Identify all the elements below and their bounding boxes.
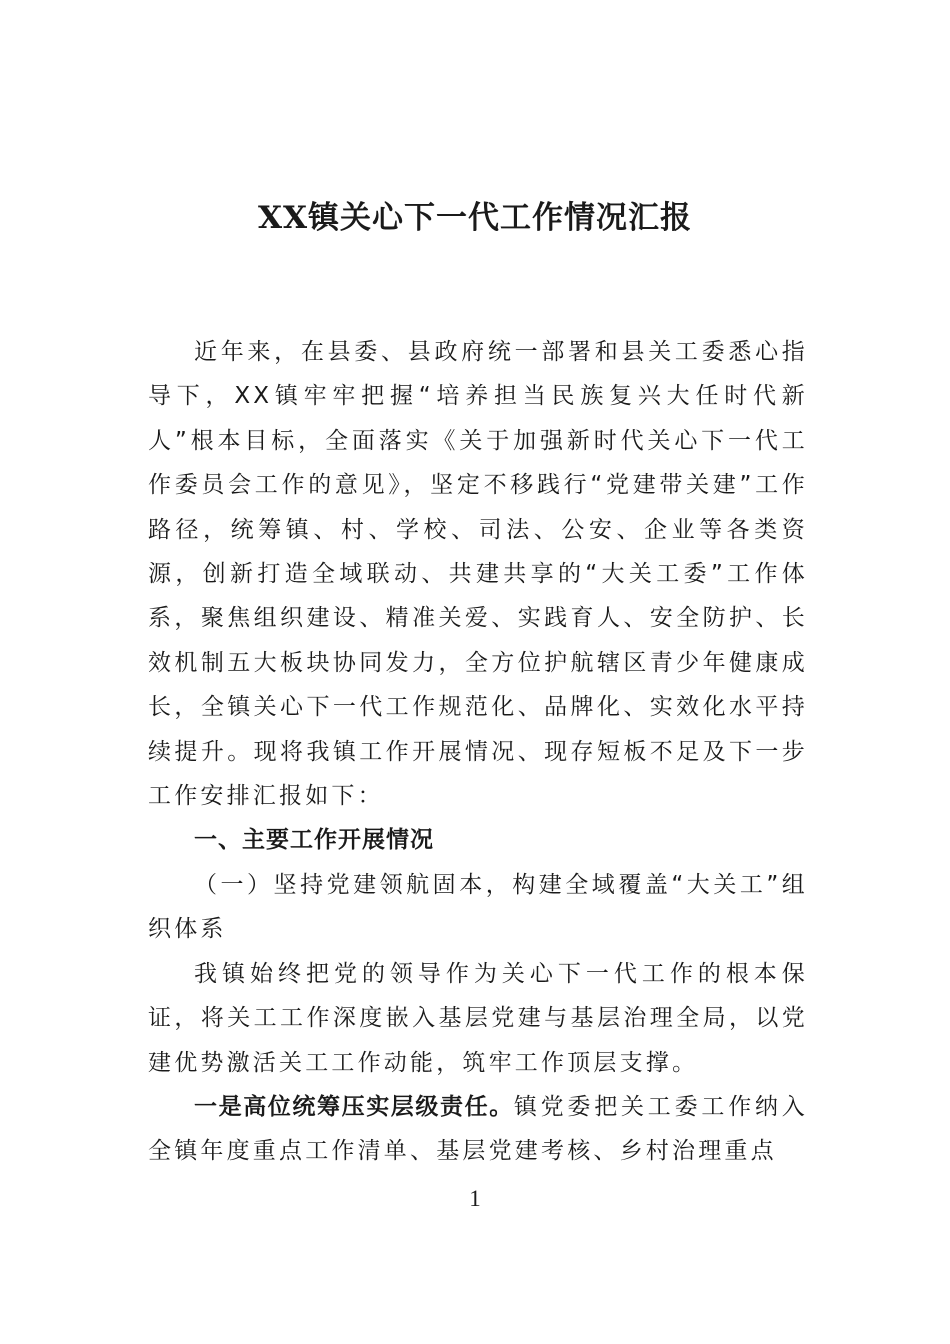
document-body bbox=[148, 330, 808, 1174]
point-paragraph bbox=[148, 1085, 808, 1174]
point-lead: 一是高位统筹压实层级责任。 bbox=[194, 1093, 514, 1120]
document-title: XX镇关心下一代工作情况汇报 bbox=[257, 200, 693, 236]
point-text: 镇党委把关工委工作纳入全镇年度重点工作清单、基层党建考核、乡村治理重点 bbox=[148, 1093, 809, 1165]
subsection-paragraph: 我镇始终把党的领导作为关心下一代工作的根本保证，将关工工作深度嵌入基层党建与基层治理全局，以党建优势激活关工工作动能，筑牢工作顶层支撑。 bbox=[148, 960, 808, 1076]
subsection-heading: （一）坚持党建领航固本，构建全域覆盖“大关工”组织体系 bbox=[148, 871, 808, 943]
page-number: 1 bbox=[469, 1186, 481, 1211]
intro-paragraph: 近年来，在县委、县政府统一部署和县关工委悉心指导下，XX镇牢牢把握“培养担当民族复兴大任时代新人”根本目标，全面落实《关于加强新时代关心下一代工作委员会工作的意见》，坚定不移践行“党建带关建”工作路径，统筹镇、村、学校、司法、公安、企业等各类资源，创新打造全域联动、共建共享的“大关工委”工作体系，聚焦组织建设、精准关爱、实践育人、安全防护、长效机制五大板块协同发力，全方位护航辖区青少年健康成长，全镇关心下一代工作规范化、品牌化、实效化水平持续提升。现将我镇工作开展情况、现存短板不足及下一步工作安排汇报如下： bbox=[148, 339, 808, 810]
section-heading: 一、主要工作开展情况 bbox=[194, 827, 434, 854]
